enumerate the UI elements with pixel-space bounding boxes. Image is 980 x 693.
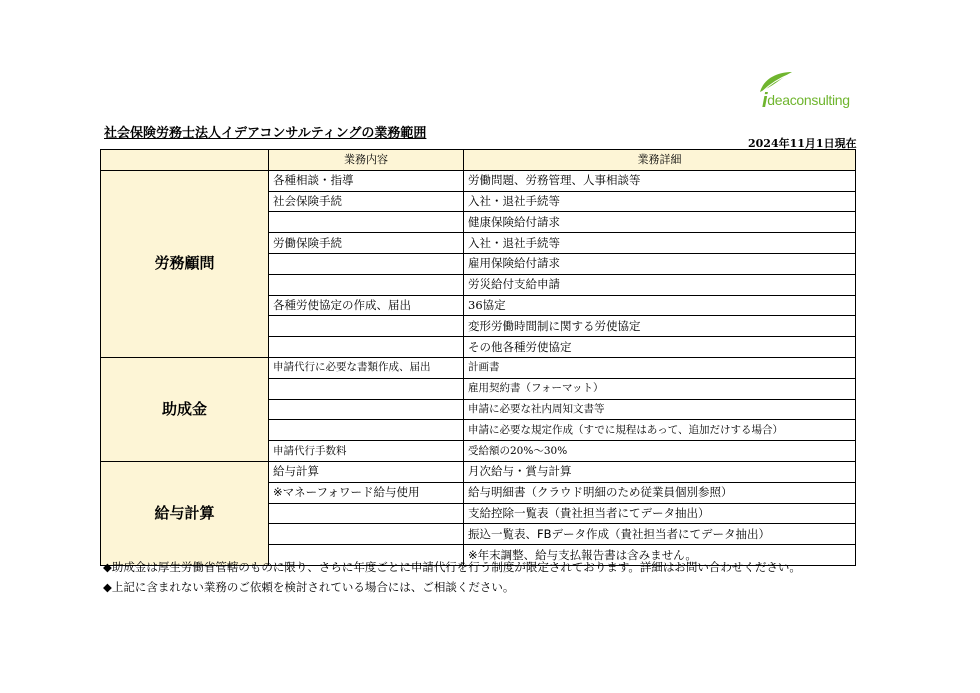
table-header-row bbox=[101, 150, 856, 171]
logo-wordmark: ideaconsulting bbox=[762, 90, 850, 112]
row-content bbox=[269, 274, 464, 295]
row-detail: その他各種労使協定 bbox=[464, 337, 856, 358]
row-detail: 支給控除一覧表（貴社担当者にてデータ抽出） bbox=[464, 503, 856, 524]
document-title: 社会保険労務士法人イデアコンサルティングの業務範囲 bbox=[104, 126, 427, 141]
row-detail: 雇用保険給付請求 bbox=[464, 253, 856, 274]
company-logo bbox=[752, 70, 852, 110]
row-detail: 申請に必要な規定作成（すでに規程はあって、追加だけする場合） bbox=[464, 420, 856, 441]
row-content: ※マネーフォワード給与使用 bbox=[269, 482, 464, 503]
row-detail: 受給額の20%～30% bbox=[464, 441, 856, 462]
header-detail: 業務詳細 bbox=[464, 150, 856, 171]
row-content bbox=[269, 212, 464, 233]
row-content bbox=[269, 337, 464, 358]
category-subsidy: 助成金 bbox=[101, 357, 269, 461]
row-content: 社会保険手続 bbox=[269, 191, 464, 212]
table-row bbox=[101, 170, 856, 191]
row-detail: 雇用契約書（フォーマット） bbox=[464, 378, 856, 399]
table-row bbox=[101, 461, 856, 482]
as-of-date: 2024年11月1日現在 bbox=[748, 137, 857, 150]
row-detail: 入社・退社手続等 bbox=[464, 191, 856, 212]
row-content: 各種相談・指導 bbox=[269, 170, 464, 191]
row-content bbox=[269, 316, 464, 337]
row-detail: 月次給与・賞与計算 bbox=[464, 461, 856, 482]
row-detail: 健康保険給付請求 bbox=[464, 212, 856, 233]
row-content: 給与計算 bbox=[269, 461, 464, 482]
category-labor: 労務顧問 bbox=[101, 170, 269, 357]
row-detail: 変形労働時間制に関する労使協定 bbox=[464, 316, 856, 337]
table-row bbox=[101, 357, 856, 378]
note-subsidy: ◆助成金は厚生労働省管轄のものに限り、さらに年度ごとに申請代行を行う制度が限定されております。詳細はお問い合わせください。 bbox=[103, 560, 801, 574]
row-content bbox=[269, 253, 464, 274]
category-payroll: 給与計算 bbox=[101, 461, 269, 565]
row-content: 申請代行手数料 bbox=[269, 441, 464, 462]
row-content bbox=[269, 399, 464, 420]
row-content bbox=[269, 378, 464, 399]
row-content: 労働保険手続 bbox=[269, 233, 464, 254]
service-scope-table bbox=[100, 149, 856, 566]
row-detail: 36協定 bbox=[464, 295, 856, 316]
row-detail: 計画書 bbox=[464, 357, 856, 378]
header-content: 業務内容 bbox=[269, 150, 464, 171]
row-content bbox=[269, 524, 464, 545]
row-detail: ※年末調整、給与支払報告書は含みません。 bbox=[464, 545, 856, 566]
row-content bbox=[269, 503, 464, 524]
row-detail: 給与明細書（クラウド明細のため従業員個別参照） bbox=[464, 482, 856, 503]
row-detail: 労災給付支給申請 bbox=[464, 274, 856, 295]
row-detail: 申請に必要な社内周知文書等 bbox=[464, 399, 856, 420]
note-other-services: ◆上記に含まれない業務のご依頼を検討されている場合には、ご相談ください。 bbox=[103, 580, 515, 594]
row-content bbox=[269, 420, 464, 441]
row-content: 申請代行に必要な書類作成、届出 bbox=[269, 357, 464, 378]
row-detail: 振込一覧表、FBデータ作成（貴社担当者にてデータ抽出） bbox=[464, 524, 856, 545]
row-detail: 労働問題、労務管理、人事相談等 bbox=[464, 170, 856, 191]
header-category-blank bbox=[101, 150, 269, 171]
row-content: 各種労使協定の作成、届出 bbox=[269, 295, 464, 316]
row-detail: 入社・退社手続等 bbox=[464, 233, 856, 254]
